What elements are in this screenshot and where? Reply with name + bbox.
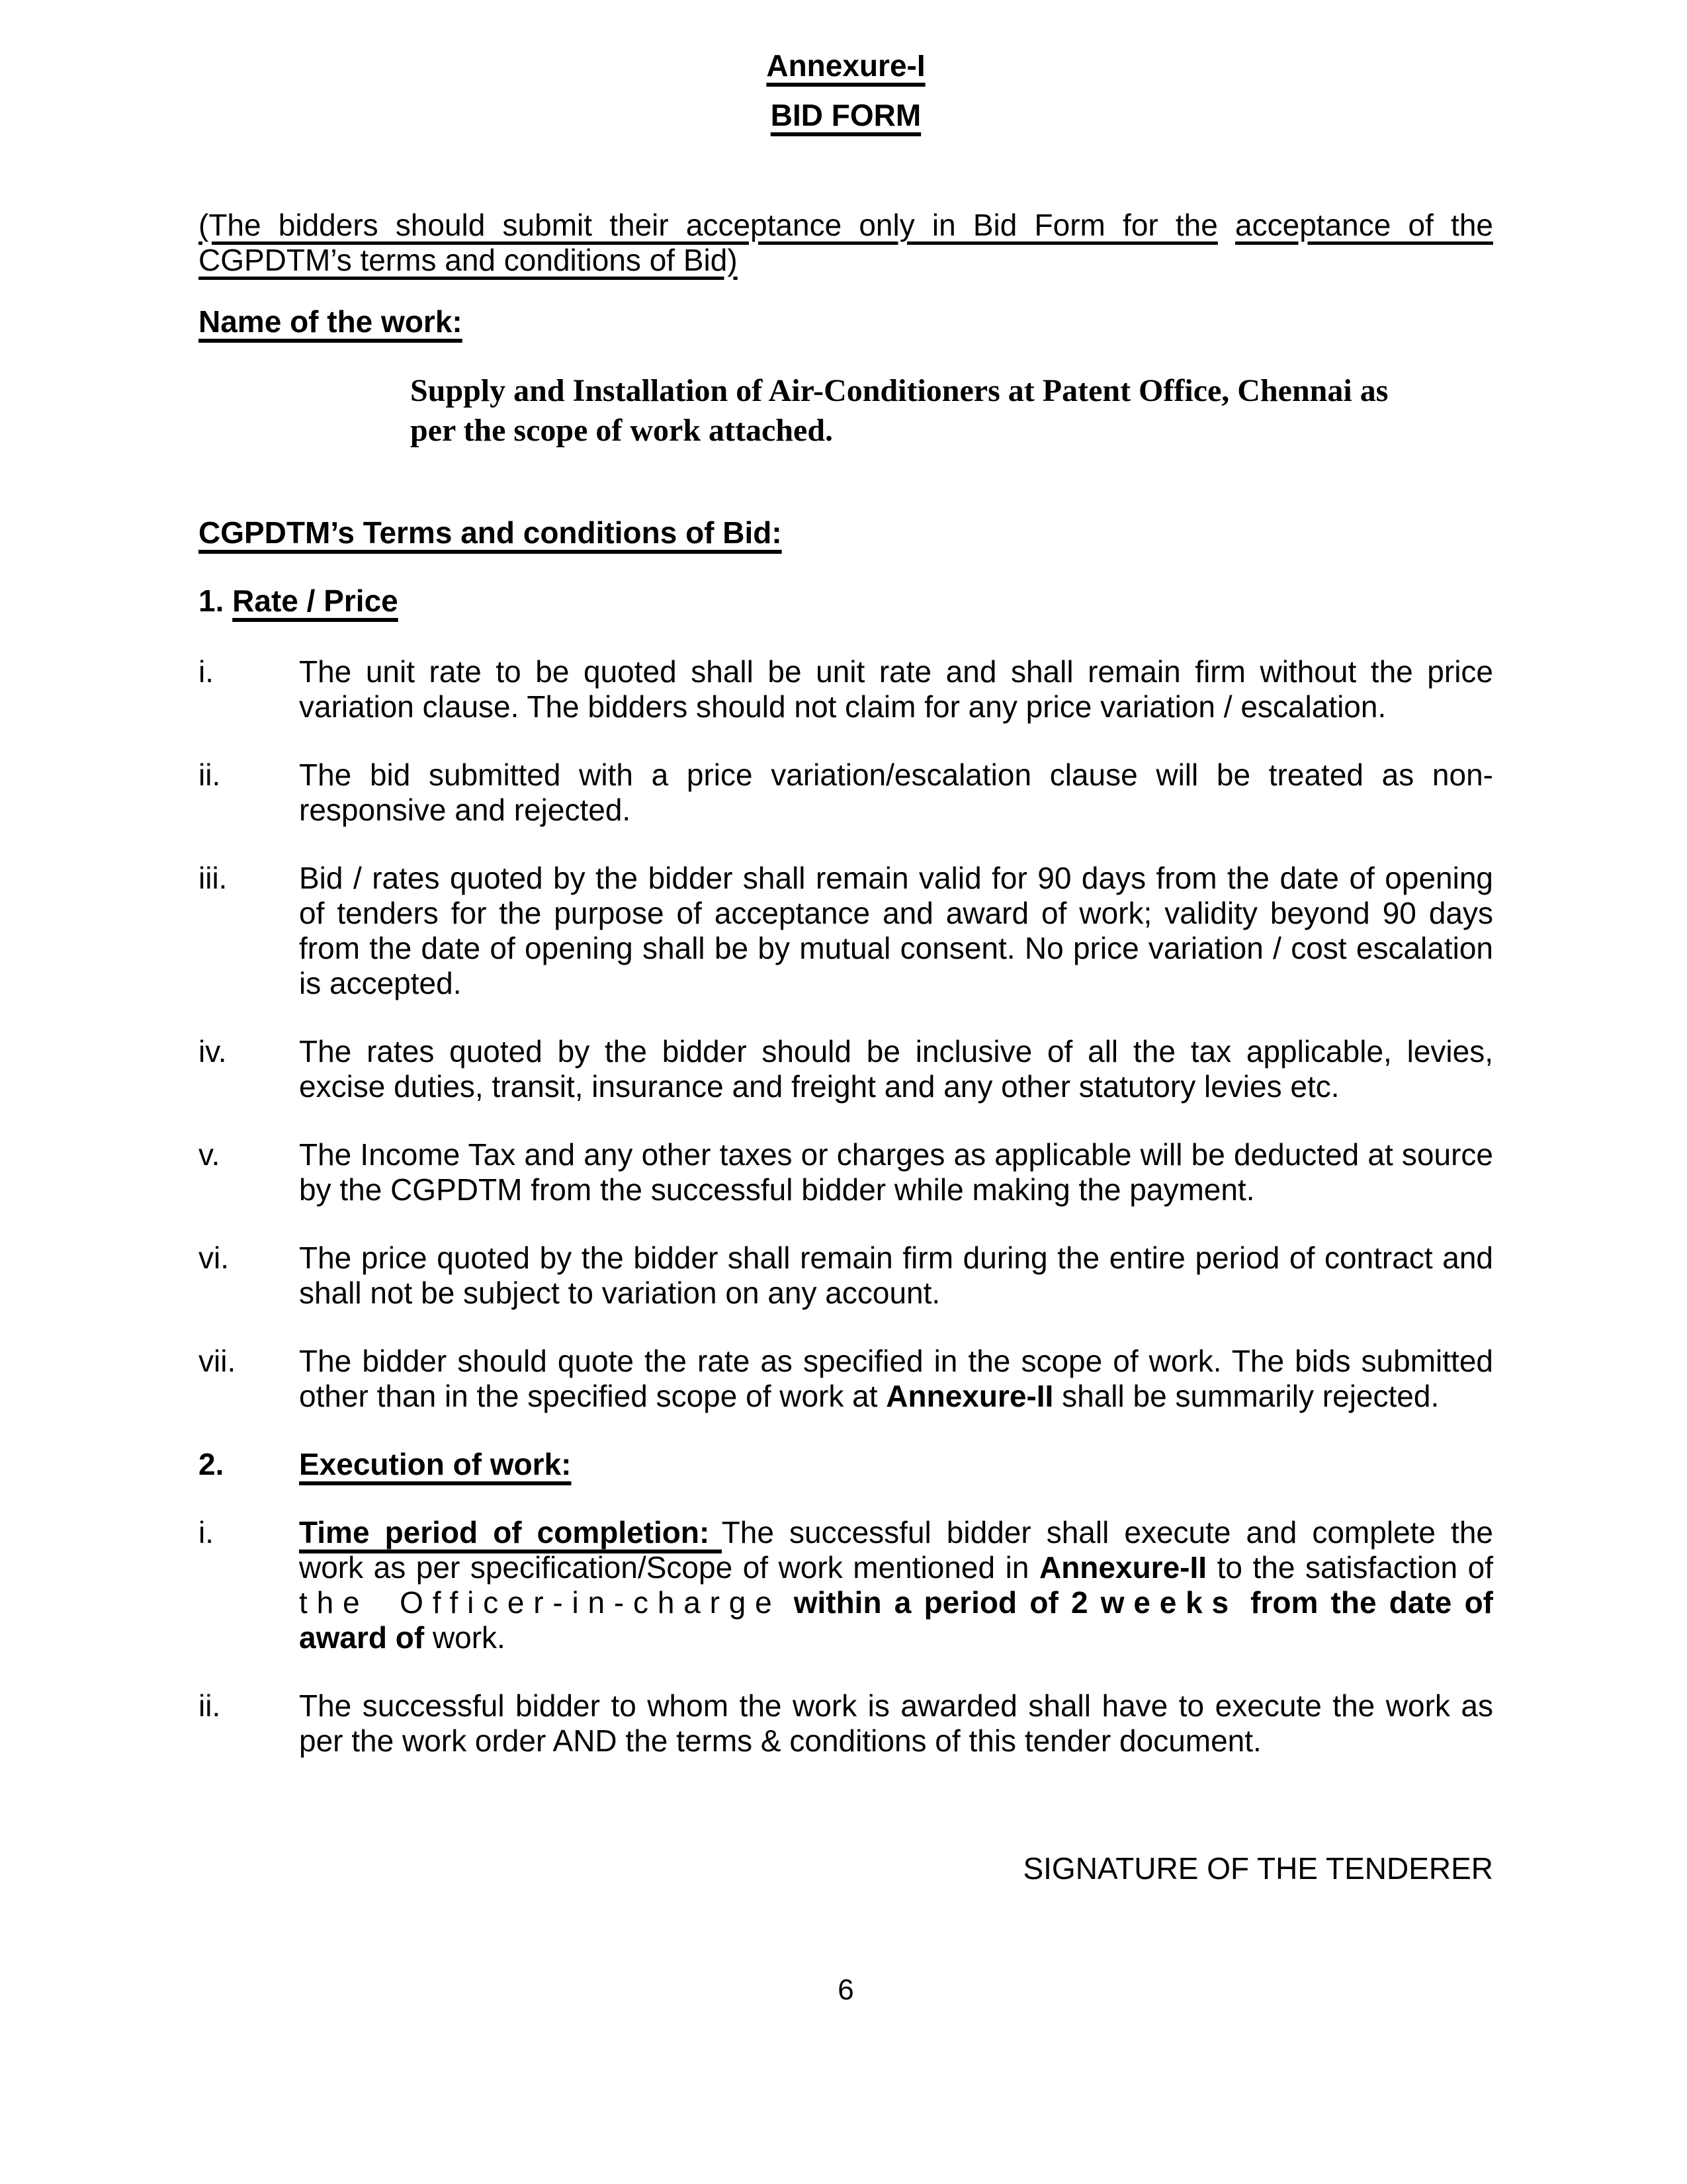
section-1-number: 1. [198,584,224,618]
term-item-ii: ii. The bid submitted with a price variation/escalation clause will be treated as non-responsive and rejected. [198,758,1493,827]
annexure-title: Annexure-I [766,48,926,83]
work-name-line-1: Supply and Installation of Air-Conditioners at Patent Office, Chennai as [410,373,1389,408]
intro-line-1 [198,208,1493,243]
term-item-vi: vi. The price quoted by the bidder shall remain firm during the entire period of contract and shall not be subject to variation on any account. [198,1241,1493,1310]
terms-heading: CGPDTM’s Terms and conditions of Bid: [198,515,782,550]
section-1-label: Rate / Price [232,584,398,618]
bid-form-title: BID FORM [770,98,922,132]
intro-run-1: (The bidders should submit their acceptance only in Bid Form for the [198,208,1218,242]
section-2-label: Execution of work: [299,1447,572,1481]
signature-line: SIGNATURE OF THE TENDERER [1023,1851,1493,1886]
work-name-line-2: per the scope of work attached. [410,413,834,448]
terms-list [198,654,1493,1759]
annexure-ii-ref-2: Annexure-II [1039,1550,1207,1585]
intro-note [198,208,1493,278]
annexure-ii-ref: Annexure-II [886,1379,1054,1413]
execution-item-i: i. Time period of completion: The successful bidder shall execute and complete the work as per specification/Scope of work mentioned in Annexure-II to the satisfaction of the Officer-in-charge within a period of 2 weeks from the date of award of work. [198,1515,1493,1655]
time-period-label: Time period of completion: [299,1515,722,1553]
section-1-title [198,584,1493,619]
page-number: 6 [838,1974,854,2006]
work-name [410,371,1493,451]
term-item-iv: iv. The rates quoted by the bidder should be inclusive of all the tax applicable, levies, excise duties, transit, insurance and freight and any other statutory levies etc. [198,1034,1493,1104]
intro-run-2: acceptance of the [1235,208,1493,242]
execution-item-ii: ii. The successful bidder to whom the work is awarded shall have to execute the work as per the work order AND the terms & conditions of this tender document. [198,1688,1493,1758]
term-item-iii: iii. Bid / rates quoted by the bidder shall remain valid for 90 days from the date of opening of tenders for the purpose of acceptance and award of work; validity beyond 90 days from the date of opening shall be by mutual consent. No price variation / cost escalation is accepted. [198,861,1493,1000]
term-item-v: v. The Income Tax and any other taxes or charges as applicable will be deducted at source by the CGPDTM from the successful bidder while making the payment. [198,1137,1493,1207]
name-of-work-heading: Name of the work: [198,304,462,339]
officer-in-charge-text: the Officer-in-charge [299,1585,781,1620]
section-2-title: 2. Execution of work: [198,1447,572,1481]
intro-line-2: CGPDTM’s terms and conditions of Bid) [198,243,738,277]
term-item-vii: vii. The bidder should quote the rate as specified in the scope of work. The bids submitted other than in the specified scope of work at Annexure-II shall be summarily rejected. [198,1344,1493,1413]
term-item-i: i. The unit rate to be quoted shall be unit rate and shall remain firm without the price variation clause. The bidders should not claim for any price variation / escalation. [198,654,1493,724]
